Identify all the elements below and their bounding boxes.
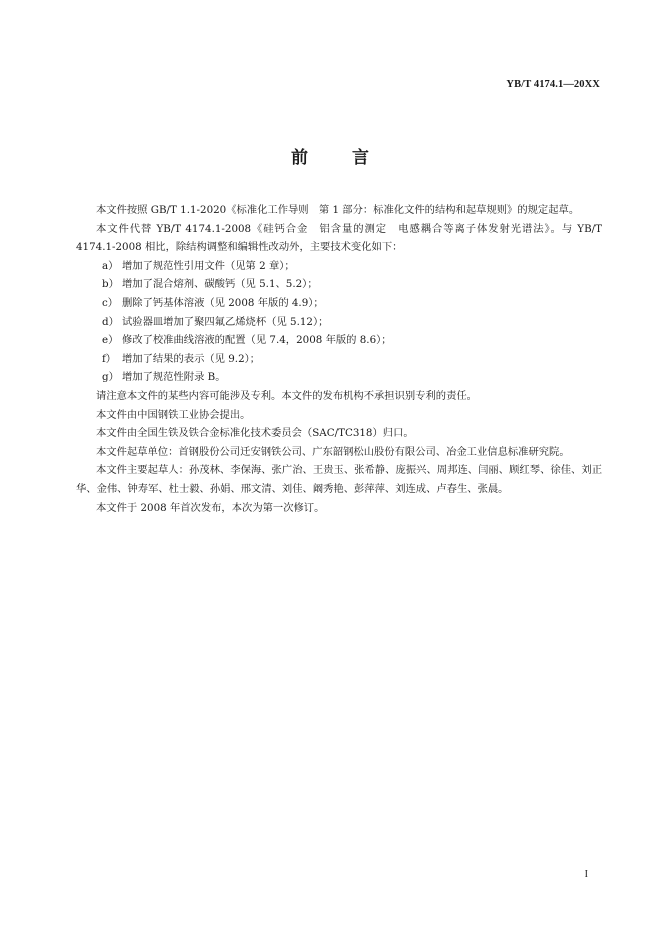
list-marker: d） <box>102 315 119 328</box>
list-marker: b） <box>102 278 119 291</box>
list-item-text: 增加了规范性附录 B。 <box>122 371 226 384</box>
changes-list <box>76 257 602 387</box>
paragraph-committee: 本文件由全国生铁及铁合金标准化技术委员会（SAC/TC318）归口。 <box>96 427 414 440</box>
paragraph-history: 本文件于 2008 年首次发布，本次为第一次修订。 <box>96 501 325 514</box>
paragraph-replacement: 本文件代替 YB/T 4174.1-2008《硅钙合金 铝含量的测定 电感耦合等离子体发射光谱法》。与 YB/T 4174.1-2008 相比，除结构调整和编辑性改动外，主要技术变化如下： <box>76 222 602 254</box>
document-code: YB/T 4174.1—20XX <box>506 79 600 90</box>
foreword-body <box>76 201 602 517</box>
list-marker: g） <box>102 371 119 384</box>
title-char-2: 言 <box>352 148 371 168</box>
list-item <box>76 350 602 369</box>
page-number: I <box>584 869 588 880</box>
paragraph-patent-notice: 请注意本文件的某些内容可能涉及专利。本文件的发布机构不承担识别专利的责任。 <box>96 389 477 402</box>
paragraph-drafting-rules: 本文件按照 GB/T 1.1-2020《标准化工作导则 第 1 部分：标准化文件的结构和起草规则》的规定起草。 <box>96 204 580 216</box>
list-marker: a） <box>102 259 119 272</box>
paragraph-proposer: 本文件由中国钢铁工业协会提出。 <box>96 408 251 421</box>
list-item <box>76 275 602 294</box>
list-item-text: 试验器皿增加了聚四氟乙烯烧杯（见 5.12）； <box>122 315 329 328</box>
paragraph-drafters: 本文件主要起草人：孙茂林、李保海、张广治、王贵玉、张希静、庞振兴、周邦连、闫丽、顾红琴、徐佳、刘正华、金伟、钟寿军、杜士毅、孙娟、邢文清、刘佳、阚秀艳、彭萍萍、刘连成、卢春生、张晨。 <box>76 464 602 495</box>
list-item-text: 增加了混合熔剂、碳酸钙（见 5.1、5.2）； <box>122 278 318 291</box>
list-item <box>76 331 602 350</box>
list-item-text: 修改了校准曲线溶液的配置（见 7.4，2008 年版的 8.6）； <box>122 334 392 347</box>
list-item-text: 增加了规范性引用文件（见第 2 章）； <box>122 259 295 272</box>
list-marker: c） <box>102 296 119 309</box>
list-marker: e） <box>102 334 119 347</box>
title-char-1: 前 <box>291 148 310 168</box>
list-item-text: 增加了结果的表示（见 9.2）； <box>122 352 261 365</box>
list-item <box>76 313 602 332</box>
list-item <box>76 257 602 276</box>
list-marker: f） <box>102 352 117 365</box>
section-title <box>0 143 662 168</box>
list-item-text: 删除了钙基体溶液（见 2008 年版的 4.9）； <box>122 296 324 309</box>
list-item <box>76 294 602 313</box>
list-item <box>76 368 602 387</box>
paragraph-drafting-units: 本文件起草单位：首钢股份公司迁安钢铁公司、广东韶钢松山股份有限公司、冶金工业信息标准研究院。 <box>96 445 570 458</box>
